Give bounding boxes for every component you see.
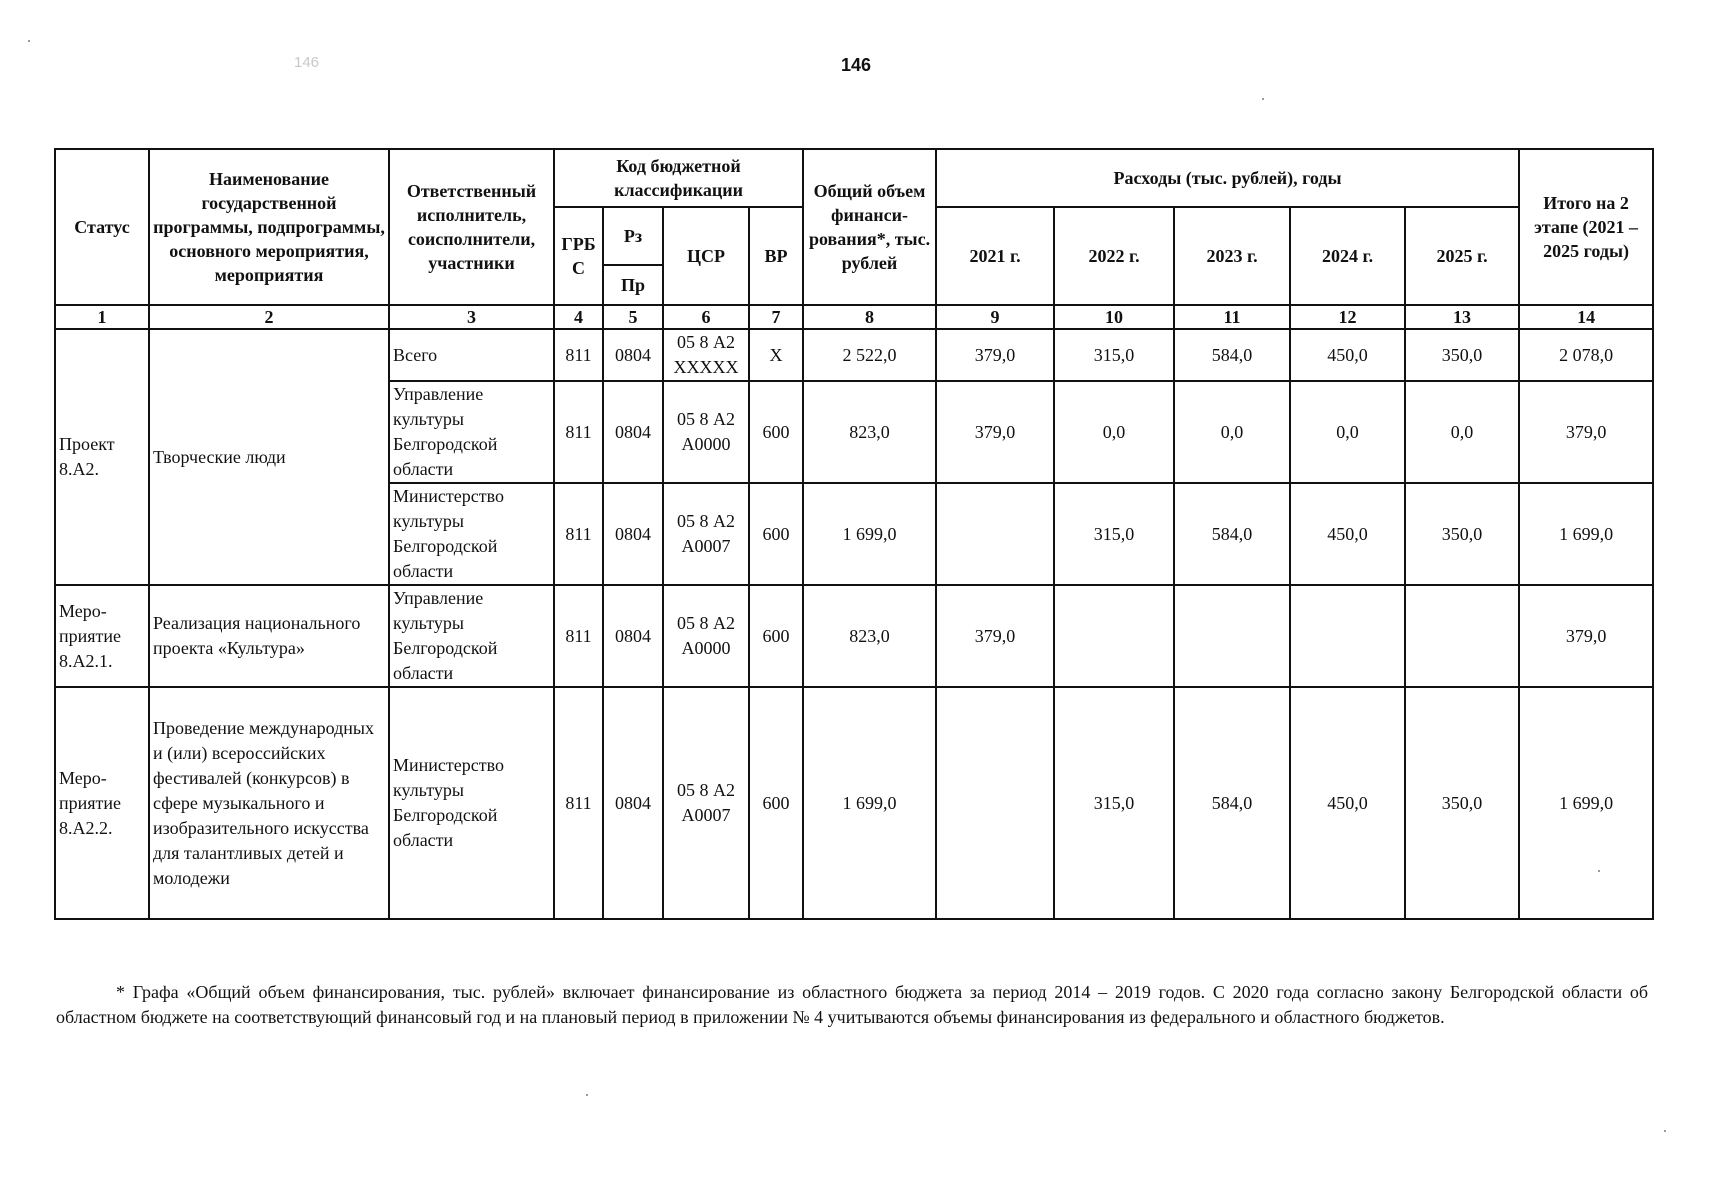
year-2023-cell: 0,0 [1174,381,1290,483]
scan-speck [1598,870,1600,872]
stage-total-cell: 379,0 [1519,585,1653,687]
rzpr-cell: 0804 [603,483,663,585]
header-rz: Рз [603,207,663,265]
faint-page-mark: 146 [294,54,320,71]
csr-cell: 05 8 А2 А0007 [663,483,749,585]
vr-cell: 600 [749,585,803,687]
column-number: 4 [554,305,603,329]
grbs-cell: 811 [554,687,603,919]
year-2024-cell [1290,585,1405,687]
grbs-cell: 811 [554,329,603,381]
column-number-row [55,305,1653,329]
column-number: 2 [149,305,389,329]
vr-cell: 600 [749,381,803,483]
header-year-2024: 2024 г. [1290,207,1405,305]
table-row [55,687,1653,919]
header-grbs: ГРБ С [554,207,603,305]
year-2025-cell: 350,0 [1405,483,1519,585]
column-number: 6 [663,305,749,329]
year-2024-cell: 450,0 [1290,329,1405,381]
event-status: Меро-приятие 8.А2.1. [55,585,149,687]
total-volume-cell: 823,0 [803,381,936,483]
column-number: 9 [936,305,1054,329]
year-2022-cell: 0,0 [1054,381,1174,483]
year-2024-cell: 0,0 [1290,381,1405,483]
total-volume-cell: 1 699,0 [803,483,936,585]
stage-total-cell: 1 699,0 [1519,483,1653,585]
column-number: 14 [1519,305,1653,329]
table-row [55,329,1653,381]
budget-table [54,148,1654,920]
event-name: Проведение международных и (или) всероссийских фестивалей (конкурсов) в сфере музыкального и изобразительного искусства для талантливых детей и молодежи [149,687,389,919]
scan-speck [1262,98,1264,100]
year-2022-cell: 315,0 [1054,687,1174,919]
year-2021-cell [936,687,1054,919]
footnote: * Графа «Общий объем финансирования, тыс. рублей» включает финансирование из областного бюджета за период 2014 – 2019 годов. С 2020 года согласно закону Белгородской области об областном бюджете на соответствующий финансовый год и на плановый период в приложении № 4 учитываются объемы финансирования из федерального и областного бюджетов. [56,982,1648,1027]
vr-cell: Х [749,329,803,381]
column-number: 8 [803,305,936,329]
event-status: Меро-приятие 8.А2.2. [55,687,149,919]
year-2022-cell [1054,585,1174,687]
header-name: Наименование государственной программы, подпрограммы, основного мероприятия, мероприятия [149,149,389,305]
year-2025-cell: 0,0 [1405,381,1519,483]
year-2023-cell [1174,585,1290,687]
project-status: Проект 8.А2. [55,329,149,585]
year-2025-cell: 350,0 [1405,687,1519,919]
header-csr: ЦСР [663,207,749,305]
column-number: 12 [1290,305,1405,329]
rzpr-cell: 0804 [603,687,663,919]
csr-cell: 05 8 А2 А0000 [663,381,749,483]
column-number: 5 [603,305,663,329]
header-year-2023: 2023 г. [1174,207,1290,305]
vr-cell: 600 [749,687,803,919]
rzpr-cell: 0804 [603,585,663,687]
year-2024-cell: 450,0 [1290,687,1405,919]
stage-total-cell: 379,0 [1519,381,1653,483]
page-number: 146 [840,55,872,75]
year-2021-cell: 379,0 [936,585,1054,687]
year-2025-cell [1405,585,1519,687]
scan-speck [1664,1130,1666,1132]
column-number: 10 [1054,305,1174,329]
scan-speck [586,1094,588,1096]
header-executor: Ответственный исполнитель, соисполнители, участники [389,149,554,305]
event-name: Реализация национального проекта «Культура» [149,585,389,687]
rzpr-cell: 0804 [603,329,663,381]
header-budget-code: Код бюджетной классификации [554,149,803,207]
year-2022-cell: 315,0 [1054,329,1174,381]
year-2021-cell [936,483,1054,585]
header-pr: Пр [603,265,663,305]
stage-total-cell: 1 699,0 [1519,687,1653,919]
grbs-cell: 811 [554,585,603,687]
header-status: Статус [55,149,149,305]
total-volume-cell: 1 699,0 [803,687,936,919]
year-2024-cell: 450,0 [1290,483,1405,585]
year-2023-cell: 584,0 [1174,687,1290,919]
column-number: 7 [749,305,803,329]
grbs-cell: 811 [554,483,603,585]
table-row [55,585,1653,687]
scan-speck [28,40,30,42]
header-row-1 [55,149,1653,207]
column-number: 3 [389,305,554,329]
year-2023-cell: 584,0 [1174,483,1290,585]
column-number: 1 [55,305,149,329]
vr-cell: 600 [749,483,803,585]
grbs-cell: 811 [554,381,603,483]
executor-cell: Всего [389,329,554,381]
csr-cell: 05 8 А2 ХХХХХ [663,329,749,381]
year-2025-cell: 350,0 [1405,329,1519,381]
total-volume-cell: 2 522,0 [803,329,936,381]
column-number: 13 [1405,305,1519,329]
stage-total-cell: 2 078,0 [1519,329,1653,381]
header-vr: ВР [749,207,803,305]
csr-cell: 05 8 А2 А0007 [663,687,749,919]
header-year-2021: 2021 г. [936,207,1054,305]
executor-cell: Управление культуры Белгородской области [389,585,554,687]
executor-cell: Министерство культуры Белгородской области [389,687,554,919]
year-2023-cell: 584,0 [1174,329,1290,381]
header-year-2025: 2025 г. [1405,207,1519,305]
year-2021-cell: 379,0 [936,329,1054,381]
year-2021-cell: 379,0 [936,381,1054,483]
header-stage-total: Итого на 2 этапе (2021 – 2025 годы) [1519,149,1653,305]
header-year-2022: 2022 г. [1054,207,1174,305]
header-total-volume: Общий объем финанси-рования*, тыс. рублей [803,149,936,305]
executor-cell: Министерство культуры Белгородской области [389,483,554,585]
year-2022-cell: 315,0 [1054,483,1174,585]
header-expenses: Расходы (тыс. рублей), годы [936,149,1519,207]
column-number: 11 [1174,305,1290,329]
project-name: Творческие люди [149,329,389,585]
rzpr-cell: 0804 [603,381,663,483]
total-volume-cell: 823,0 [803,585,936,687]
executor-cell: Управление культуры Белгородской области [389,381,554,483]
csr-cell: 05 8 А2 А0000 [663,585,749,687]
